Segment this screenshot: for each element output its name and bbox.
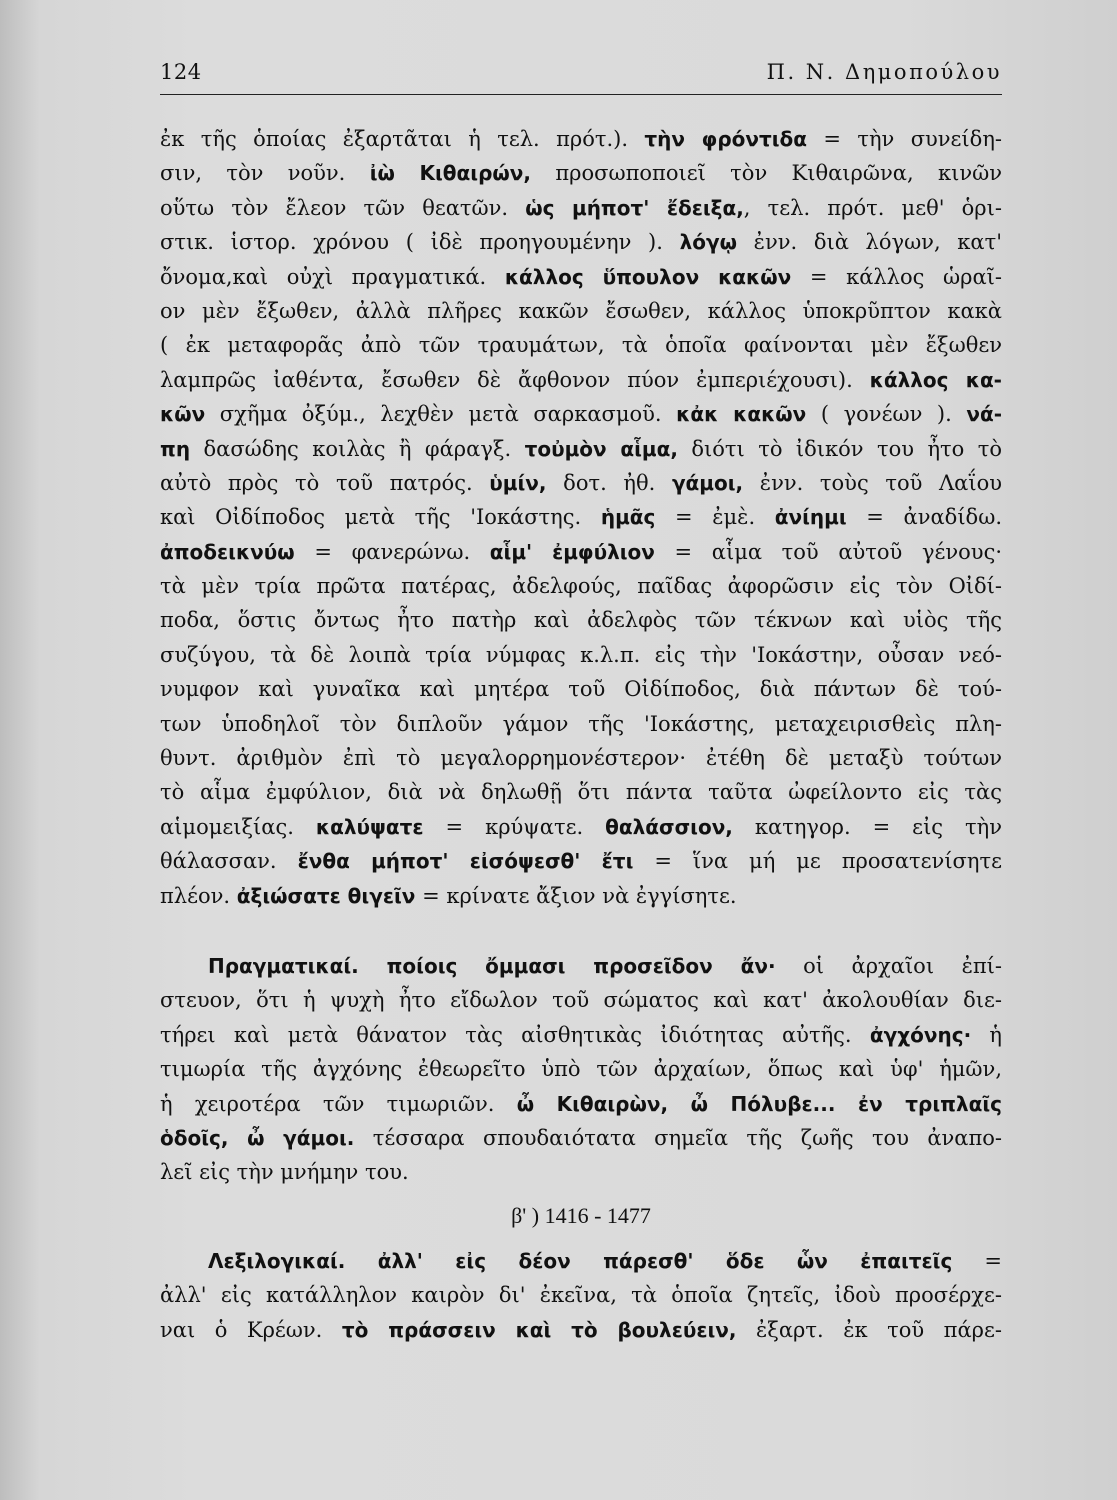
commentary-text: αἱμομειξίας. xyxy=(160,814,316,839)
text-line xyxy=(160,191,1002,225)
commentary-text: ( γονέων ). xyxy=(806,402,967,427)
commentary-text: ἐξαρτ. ἐκ τοῦ πάρε- xyxy=(736,1317,1002,1342)
lemma: καλύψατε xyxy=(315,814,424,839)
lemma: κἀκ κακῶν xyxy=(676,402,807,427)
commentary-text: οὕτω τὸν ἔλεον τῶν θεατῶν. xyxy=(160,195,526,220)
text-line xyxy=(160,500,1002,534)
lemma: Πραγματικαί. ποίοις ὄμμασι προσεῖδον ἄν· xyxy=(208,953,776,978)
text-line xyxy=(160,672,1002,706)
commentary-text: = τὴν συνείδη- xyxy=(807,127,1002,151)
commentary-text: = κάλλος ὡραῖ- xyxy=(791,264,1002,289)
commentary-text: = ἀναδίδω. xyxy=(846,505,1002,530)
factual-notes-block xyxy=(160,949,1002,1190)
lemma: ἀνίημι xyxy=(774,505,847,530)
lexical-notes-block xyxy=(160,122,1002,913)
commentary-text: θυντ. ἀριθμὸν ἐπὶ τὸ μεγαλορρημονέστερον· ἐτέθη δὲ μεταξὺ τούτων xyxy=(160,746,1002,771)
commentary-text: αὐτὸ πρὸς τὸ τοῦ πατρός. xyxy=(160,470,490,495)
lemma: θαλάσσιον, xyxy=(605,814,733,839)
commentary-text: στικ. ἱστορ. χρόνου ( ἰδὲ προηγουμένην ). xyxy=(160,230,680,255)
lemma: Λεξιλογικαί. ἀλλ' εἰς δέον πάρεσθ' ὅδε ὧν ἐπαιτεῖς xyxy=(208,1248,953,1273)
text-line xyxy=(160,1313,1002,1347)
lemma: ἀξιώσατε θιγεῖν xyxy=(236,883,416,908)
text-line xyxy=(160,775,1002,809)
commentary-text: συζύγου, τὰ δὲ λοιπὰ τρία νύμφας κ.λ.π. εἰς τὴν 'Ιοκάστην, οὖσαν νεό- xyxy=(160,642,1002,667)
page-number: 124 xyxy=(160,60,202,84)
lemma: κάλλος κα- xyxy=(869,367,1002,392)
commentary-text: πλέον. xyxy=(160,883,237,908)
text-line xyxy=(160,1052,1002,1086)
lemma: ὑμίν, xyxy=(489,470,547,495)
commentary-text: οἱ ἀρχαῖοι ἐπί- xyxy=(775,953,1002,978)
commentary-text: = κρίνατε ἄξιον νὰ ἐγγίσητε. xyxy=(415,883,737,908)
lemma: τοὐμὸν αἷμα, xyxy=(524,436,678,461)
commentary-text: ὄνομα,καὶ οὐχὶ πραγματικά. xyxy=(160,264,505,289)
text-line xyxy=(160,328,1002,362)
commentary-text: ἐνν. τοὺς τοῦ Λαΐου xyxy=(743,470,1002,495)
commentary-text: σιν, τὸν νοῦν. xyxy=(160,161,370,186)
commentary-text: θάλασσαν. xyxy=(160,849,298,874)
section-heading: β' ) 1416 - 1477 xyxy=(511,1202,651,1228)
commentary-text: τέσσαρα σπουδαιότατα σημεῖα τῆς ζωῆς του ἀναπο- xyxy=(354,1125,1002,1150)
commentary-text: ον μὲν ἔξωθεν, ἀλλὰ πλῆρες κακῶν ἔσωθεν, κάλλος ὑποκρῦπτον κακὰ xyxy=(160,298,1002,323)
commentary-text: λεῖ εἰς τὴν μνήμην του. xyxy=(160,1160,409,1185)
text-line xyxy=(160,122,1002,156)
commentary-text: σχῆμα ὀξύμ., λεχθὲν μετὰ σαρκασμοῦ. xyxy=(205,402,677,427)
text-line xyxy=(160,1244,1002,1278)
commentary-text: τιμωρία τῆς ἀγχόνης ἐθεωρεῖτο ὑπὸ τῶν ἀρχαίων, ὅπως καὶ ὑφ' ἡμῶν, xyxy=(160,1057,1002,1082)
lemma: πη xyxy=(160,436,191,461)
page-header xyxy=(160,56,1002,95)
lemma: λόγῳ xyxy=(679,230,738,255)
commentary-text: καὶ Οἰδίποδος μετὰ τῆς 'Ιοκάστης. xyxy=(160,505,601,530)
text-line xyxy=(160,707,1002,741)
commentary-text: προσωποποιεῖ τὸν Κιθαιρῶνα, κινῶν xyxy=(531,161,1002,186)
text-line xyxy=(160,741,1002,775)
text-line xyxy=(160,225,1002,259)
commentary-text: ἐκ τῆς ὁποίας ἐξαρτᾶται ἡ τελ. πρότ.). xyxy=(160,127,645,151)
commentary-text: = φανερώνω. xyxy=(294,539,490,564)
text-line xyxy=(160,535,1002,569)
lemma: ὁδοῖς, ὦ γάμοι. xyxy=(160,1125,355,1150)
text-line xyxy=(160,432,1002,466)
commentary-text: ( ἐκ μεταφορᾶς ἀπὸ τῶν τραυμάτων, τὰ ὁποῖα φαίνονται μὲν ἔξωθεν xyxy=(160,333,1002,358)
commentary-text: = ἵνα μή με προσατενίσητε xyxy=(633,849,1002,874)
commentary-text: λαμπρῶς ἰαθέντα, ἔσωθεν δὲ ἄφθονον πύον ἐμπεριέχουσι). xyxy=(160,367,870,392)
lemma: τὸ πράσσειν καὶ τὸ βουλεύειν, xyxy=(341,1317,737,1342)
text-line xyxy=(160,810,1002,844)
lemma: τὴν φρόντιδα xyxy=(644,127,808,151)
commentary-text: δοτ. ἠθ. xyxy=(546,470,672,495)
text-line xyxy=(160,569,1002,603)
commentary-text: τὰ μὲν τρία πρῶτα πατέρας, ἀδελφούς, παῖδας ἀφορῶσιν εἰς τὸν Οἰδί- xyxy=(160,574,1002,599)
lemma: νά- xyxy=(966,402,1002,427)
lemma: κῶν xyxy=(160,402,206,427)
commentary-text: τὸ αἷμα ἐμφύλιον, διὰ νὰ δηλωθῇ ὅτι πάντα ταῦτα ὠφείλοντο εἰς τὰς xyxy=(160,780,1002,805)
commentary-text: ποδα, ὅστις ὄντως ἦτο πατὴρ καὶ ἀδελφὸς τῶν τέκνων καὶ υἱὸς τῆς xyxy=(160,608,1002,633)
commentary-text: ἡ χειροτέρα τῶν τιμωριῶν. xyxy=(160,1091,517,1116)
text-line xyxy=(160,638,1002,672)
lemma: ἔνθα μήποτ' εἰσόψεσθ' ἔτι xyxy=(297,849,634,874)
lexical-notes-block-2 xyxy=(160,1244,1002,1347)
text-line xyxy=(160,844,1002,878)
commentary-text: = ἐμὲ. xyxy=(655,505,775,530)
text-line xyxy=(160,260,1002,294)
commentary-text: κατηγορ. = εἰς τὴν xyxy=(732,814,1002,839)
commentary-text: ἀλλ' εἰς κατάλληλον καιρὸν δι' ἐκεῖνα, τὰ ὁποῖα ζητεῖς, ἰδοὺ προσέρχε- xyxy=(160,1283,1002,1308)
lemma: ἀποδεικνύω xyxy=(160,539,295,564)
commentary-text: δασώδης κοιλὰς ἢ φάραγξ. xyxy=(190,436,525,461)
commentary-text: ἡ xyxy=(971,1022,1002,1047)
commentary-text: = αἷμα τοῦ αὐτοῦ γένους· xyxy=(654,539,1002,564)
text-line xyxy=(160,1278,1002,1312)
lemma: ἀγχόνης· xyxy=(869,1022,972,1047)
lemma: γάμοι, xyxy=(671,470,744,495)
lemma: ἡμᾶς xyxy=(600,505,656,530)
text-line xyxy=(160,1018,1002,1052)
text-line xyxy=(160,363,1002,397)
commentary-text: νυμφον καὶ γυναῖκα καὶ μητέρα τοῦ Οἰδίποδος, διὰ πάντων δὲ τού- xyxy=(160,677,1002,702)
commentary-text: = κρύψατε. xyxy=(423,814,606,839)
text-line xyxy=(160,949,1002,983)
commentary-text: ναι ὁ Κρέων. xyxy=(160,1317,342,1342)
text-line xyxy=(160,156,1002,190)
commentary-text: ἐνν. διὰ λόγων, κατ' xyxy=(737,230,1002,255)
commentary-text: των ὑποδηλοῖ τὸν διπλοῦν γάμον τῆς 'Ιοκάστης, μεταχειρισθεὶς πλη- xyxy=(160,711,1002,736)
text-line xyxy=(160,1155,1002,1189)
commentary-text: στευον, ὅτι ἡ ψυχὴ ἦτο εἴδωλον τοῦ σώματος καὶ κατ' ἀκολουθίαν διε- xyxy=(160,988,1002,1013)
running-head: Π. Ν. Δημοπούλου xyxy=(766,60,1002,84)
text-line xyxy=(160,1121,1002,1155)
commentary-text: διότι τὸ ἰδικόν του ἦτο τὸ xyxy=(677,436,1002,461)
text-line xyxy=(160,397,1002,431)
commentary-text: τήρει καὶ μετὰ θάνατον τὰς αἰσθητικὰς ἰδιότητας αὐτῆς. xyxy=(160,1022,870,1047)
text-line xyxy=(160,466,1002,500)
body-text xyxy=(160,122,1002,1347)
commentary-text: , τελ. πρότ. μεθ' ὁρι- xyxy=(743,195,1002,220)
text-line xyxy=(160,603,1002,637)
text-line xyxy=(160,294,1002,328)
text-line xyxy=(160,879,1002,913)
text-line xyxy=(160,1087,1002,1121)
lemma: ὦ Κιθαιρὼν, ὦ Πόλυβε... ἐν τριπλαῖς xyxy=(516,1091,1002,1116)
text-line xyxy=(160,983,1002,1017)
commentary-text: = xyxy=(952,1248,1002,1273)
lemma: ἰὼ Κιθαιρών, xyxy=(369,161,531,186)
lemma: ὡς μήποτ' ἔδειξα, xyxy=(525,195,744,220)
lemma: κάλλος ὕπουλον κακῶν xyxy=(504,264,792,289)
lemma: αἷμ' ἐμφύλιον xyxy=(489,539,655,564)
